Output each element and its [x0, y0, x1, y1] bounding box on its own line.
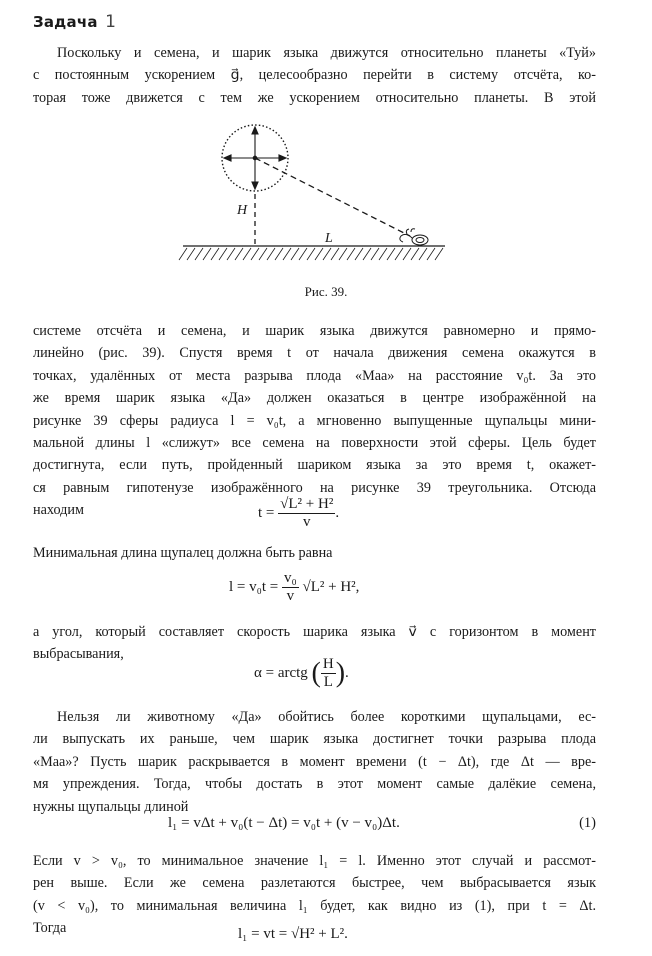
- equation-time: t = $\frac{\text{√L² + H²}}{v}$ .: [258, 496, 340, 530]
- text-line: Нельзя ли животному «Да» обойтись более короткими щупальцами, ес-: [57, 709, 596, 725]
- text-line: с постоянным ускорением g⃗, целесообразно перейти в систему отсчёта, ко-: [33, 67, 596, 84]
- paragraph-intro: [33, 42, 596, 109]
- text-line: нужны щупальцы длиной: [33, 798, 189, 815]
- equation-tentacle-length: l = v₀t = $\frac{\text{v₀}}{v}$ √L² + H²,: [229, 570, 360, 604]
- text-line: Если v > v₀, то минимальное значение l₁ = l. Именно этот случай и рассмот-: [33, 853, 596, 869]
- task-heading-label: Задача: [33, 13, 98, 31]
- equation-angle: α = arctg ( $\frac{H}{L}$ ).: [254, 656, 349, 690]
- text-line: мя упреждения. Тогда, чтобы достать в этот момент самые далёкие семена,: [33, 776, 596, 793]
- paragraph-shorter-tentacles: [33, 706, 596, 818]
- eq-denominator: v: [302, 514, 311, 530]
- text-line: Тогда: [33, 920, 67, 937]
- text-line: торая тоже движется с тем же ускорением относительно планеты. В этой: [33, 89, 596, 106]
- text-line: точках, удалённых от места разрыва плода «Маа» на расстояние v₀t. За это: [33, 367, 596, 384]
- paragraph-min-length: [33, 542, 596, 564]
- text-line: рен выше. Если же семена разлетаются быстрее, чем выбрасывается язык: [33, 875, 596, 892]
- figure-caption: Рис. 39.: [304, 284, 348, 299]
- task-heading: [33, 12, 116, 32]
- text-line: а угол, который составляет скорость шарика языка v⃗ с горизонтом в момент: [33, 624, 596, 640]
- text-line: достигнута, если путь, пройденный шариком языка за это время t, окажет-: [33, 457, 596, 474]
- text-line: находим: [33, 502, 84, 519]
- eq-denominator: L: [323, 674, 333, 690]
- eq-numerator: H: [322, 656, 334, 672]
- text-line: Поскольку и семена, и шарик языка движутся относительно планеты «Туй»: [57, 45, 596, 61]
- text-line: ли выпускать их раньше, чем шарик языка достигнет точки разрыва плода: [33, 731, 596, 748]
- text-line: же время шарик языка «Да» должен оказаться в центре изображённой на: [33, 390, 596, 407]
- eq-numerator: v₀: [283, 570, 297, 586]
- text-line: «Маа»? Пусть шарик раскрывается в момент времени (t − Δt), где Δt — вре-: [33, 753, 596, 770]
- text-line: Минимальная длина щупалец должна быть равна: [33, 545, 333, 561]
- label-L: L: [325, 231, 333, 246]
- text-line: выбрасывания,: [33, 646, 124, 663]
- paragraph-main: [33, 320, 596, 522]
- figure-39-diagram: [175, 122, 450, 272]
- text-line: мальной длины l «слижут» все семена на поверхности этой сферы. Цель будет: [33, 435, 596, 452]
- text-line: системе отсчёта и семена, и шарик языка движутся равномерно и прямо-: [33, 323, 596, 339]
- eq-numerator: √L² + H²: [280, 496, 334, 512]
- equation-final: l₁ = vt = √H² + L².: [238, 926, 348, 942]
- equation-number: (1): [579, 815, 596, 831]
- text-line: рисунке 39 сферы радиуса l = v₀t, а мгновенно выпущенные щупальцы мини-: [33, 412, 596, 429]
- creature-da-icon: [400, 229, 428, 245]
- text-line: ся равным гипотенузе изображённого на рисунке 39 треугольника. Отсюда: [33, 479, 596, 496]
- ground-hatching: [179, 248, 443, 260]
- label-H: H: [237, 203, 248, 218]
- equation-1: l₁ = vΔt + v₀(t − Δt) = v₀t + (v − v₀)Δt.: [168, 815, 400, 831]
- hypotenuse-line: [255, 158, 410, 236]
- task-heading-number: 1: [105, 12, 117, 32]
- eq-denominator: v: [286, 588, 295, 604]
- text-line: линейно (рис. 39). Спустя время t от начала движения семена окажутся в: [33, 345, 596, 362]
- text-line: (v < v₀), то минимальная величина l₁ будет, как видно из (1), при t = Δt.: [33, 897, 596, 914]
- eq-lhs: t =: [258, 504, 275, 521]
